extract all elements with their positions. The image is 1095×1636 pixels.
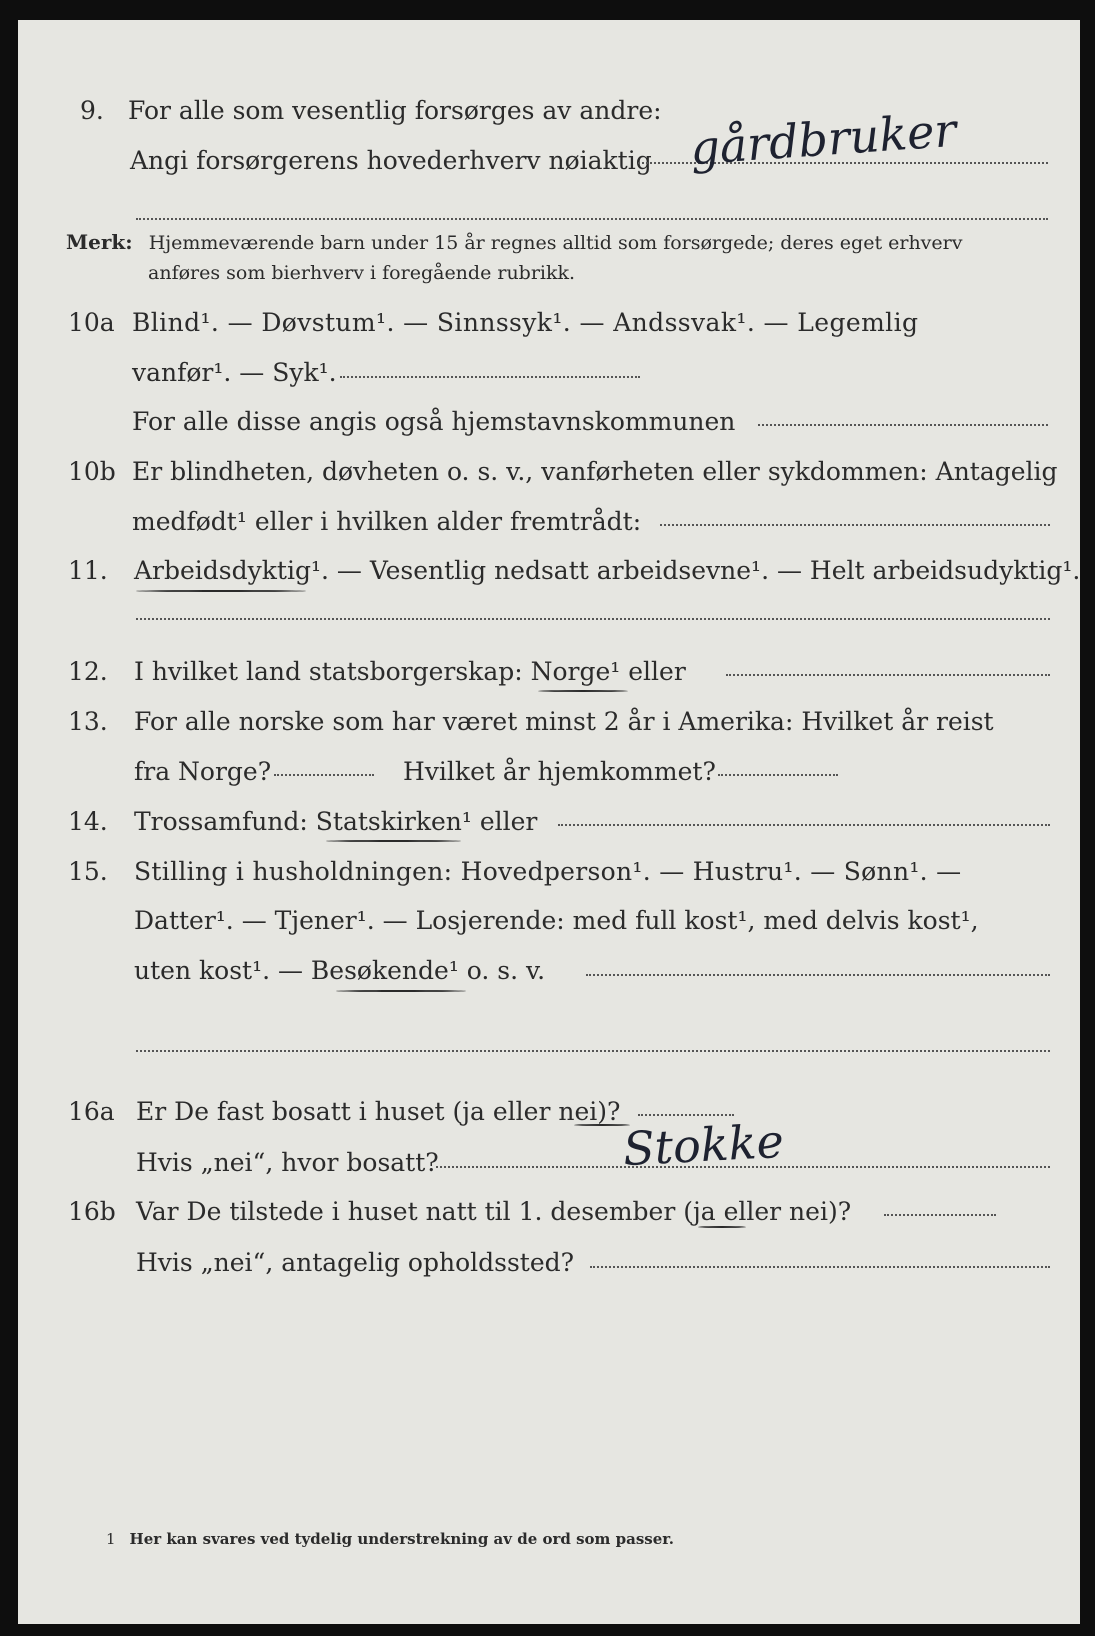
q13-line1: For alle norske som har været minst 2 år i Amerika: Hvilket år reist [134,707,994,736]
q10b-line2-dots [660,524,1050,526]
q10a-line2-dots [340,376,640,378]
q13-number: 13. [68,707,108,736]
merk-line1: Hjemmeværende barn under 15 år regnes alltid som forsørgede; deres eget erhverv [148,232,963,254]
q13-line2a-dots [274,774,374,776]
q14-underline-statskirken [326,840,461,842]
q10a-number: 10a [68,308,115,337]
q15-line3-dots [586,974,1050,976]
q15-line3: uten kost¹. — Besøkende¹ o. s. v. [134,956,546,985]
q12-dots [726,674,1050,676]
q10b-line1: Er blindheten, døvheten o. s. v., vanførheten eller sykdommen: Antagelig [132,457,1058,486]
q15-line1: Stilling i husholdningen: Hovedperson¹. — Hustru¹. — Sønn¹. — [134,857,962,886]
q9-extra-line [136,218,1048,220]
q15-line2: Datter¹. — Tjener¹. — Losjerende: med full kost¹, med delvis kost¹, [134,906,979,935]
q10a-line3: For alle disse angis også hjemstavnskommunen [132,407,736,436]
merk-note [66,228,962,257]
q9-line2: Angi forsørgerens hovederhverv nøiaktig [130,146,652,175]
q12-line1: I hvilket land statsborgerskap: Norge¹ eller [134,657,686,686]
q13-line2b: Hvilket år hjemkommet? [403,757,716,786]
footnote-text: Her kan svares ved tydelig understrekning av de ord som passer. [129,1530,675,1548]
q16b-number: 16b [68,1197,116,1226]
census-form-page [18,20,1080,1624]
q11-line1: Arbeidsdyktig¹. — Vesentlig nedsatt arbeidsevne¹. — Helt arbeidsudyktig¹. [134,556,1081,585]
q15-extra-line [136,1050,1050,1052]
merk-label: Merk: [66,230,133,254]
q9-number: 9. [80,96,104,125]
q16a-line1-dots [638,1114,734,1116]
q13-line2b-dots [718,774,838,776]
q9-handwritten-answer: gårdbruker [688,102,959,176]
q16b-line2-dots [590,1266,1050,1268]
q10b-number: 10b [68,457,116,486]
footnote-marker: 1 [106,1530,116,1548]
q12-underline-norge [538,690,628,692]
q16b-underline-ja [698,1226,746,1228]
q16b-line1-dots [884,1214,996,1216]
q10a-line1: Blind¹. — Døvstum¹. — Sinnssyk¹. — Andssvak¹. — Legemlig [132,308,919,337]
q9-line1: For alle som vesentlig forsørges av andre: [128,96,662,125]
q16a-line2: Hvis „nei“, hvor bosatt? [136,1148,439,1177]
q10a-line2: vanfør¹. — Syk¹. [132,358,337,387]
merk-line2: anføres som bierhverv i foregående rubrikk. [148,262,576,284]
q14-line1: Trossamfund: Statskirken¹ eller [134,807,538,836]
q16b-line1: Var De tilstede i huset natt til 1. desember (ja eller nei)? [136,1197,852,1226]
q13-line2a: fra Norge? [134,757,272,786]
q10b-line2: medfødt¹ eller i hvilken alder fremtrådt: [132,507,642,536]
footnote [106,1530,674,1548]
q11-extra-line [136,618,1050,620]
q16b-line2: Hvis „nei“, antagelig opholdssted? [136,1248,575,1277]
q14-dots [558,824,1050,826]
q11-underline-arbeidsdyktig [136,590,306,592]
q12-number: 12. [68,657,108,686]
q16a-line1: Er De fast bosatt i huset (ja eller nei)? [136,1097,621,1126]
q16a-handwritten-answer: Stokke [621,1113,785,1177]
q15-underline-besokende [336,990,466,992]
q11-number: 11. [68,556,108,585]
q10a-line3-dots [758,424,1048,426]
q15-number: 15. [68,857,108,886]
q14-number: 14. [68,807,108,836]
q16a-number: 16a [68,1097,115,1126]
